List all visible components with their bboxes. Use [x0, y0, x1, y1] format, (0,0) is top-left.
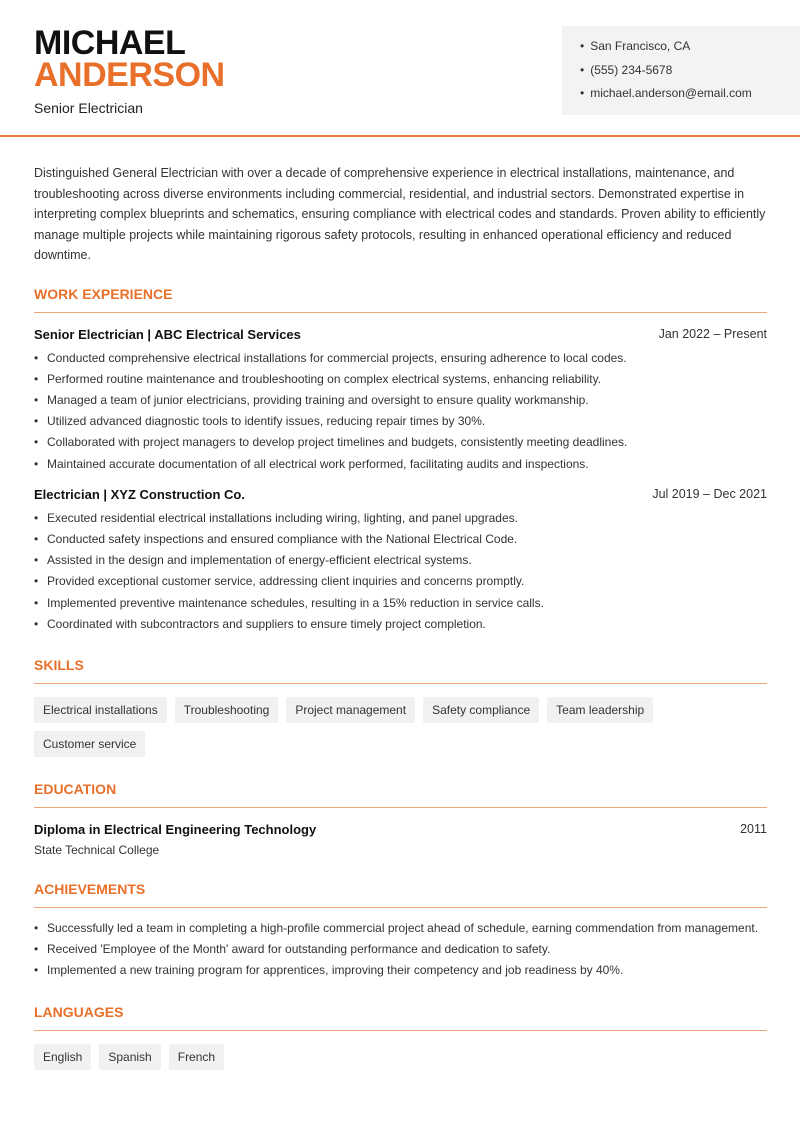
resume-header [0, 0, 800, 137]
bullet-item: • Utilized advanced diagnostic tools to identify issues, reducing repair times by 30%. [34, 411, 767, 432]
achievement-item: • Implemented a new training program for apprentices, improving their competency and job readiness by 40%. [34, 960, 767, 981]
languages-list [34, 1044, 767, 1070]
skill-chip: Customer service [34, 731, 145, 757]
job-dates: Jan 2022 – Present [658, 326, 767, 341]
section-heading-skills: SKILLS [34, 657, 767, 684]
job-title: Electrician | XYZ Construction Co. [34, 486, 245, 502]
section-heading-achievements: ACHIEVEMENTS [34, 881, 767, 908]
skill-chip: Troubleshooting [175, 697, 279, 723]
language-chip: English [34, 1044, 91, 1070]
bullet-item: • Implemented preventive maintenance schedules, resulting in a 15% reduction in service calls. [34, 593, 767, 614]
language-chip: Spanish [99, 1044, 160, 1070]
job-title: Senior Electrician | ABC Electrical Services [34, 326, 301, 342]
bullet-item: • Conducted safety inspections and ensured compliance with the National Electrical Code. [34, 529, 767, 550]
job-header [34, 327, 767, 342]
bullet-item: • Assisted in the design and implementation of energy-efficient electrical systems. [34, 550, 767, 571]
summary: Distinguished General Electrician with over a decade of comprehensive experience in electrical installations, maintenance, and troubleshooting across diverse environments including commercial, residential, and industrial sectors. Demonstrated expertise in interpreting complex blueprints and schematics, ensuring compliance with electrical codes and standards. Proven ability to efficiently manage multiple projects while maintaining rigorous safety protocols, resulting in enhanced operational efficiency and reduced downtime. [34, 166, 766, 262]
bullet-item: • Executed residential electrical installations including wiring, lighting, and panel upgrades. [34, 508, 767, 529]
language-chip: French [169, 1044, 224, 1070]
contact-box [562, 26, 800, 115]
section-heading-work: WORK EXPERIENCE [34, 286, 767, 313]
last-name: ANDERSON [34, 56, 225, 94]
school: State Technical College [34, 842, 160, 857]
bullet-item: • Collaborated with project managers to develop project timelines and budgets, consistently meeting deadlines. [34, 432, 767, 453]
achievement-item: • Received 'Employee of the Month' award for outstanding performance and dedication to safety. [34, 939, 767, 960]
skill-chip: Electrical installations [34, 697, 167, 723]
first-name: MICHAEL [34, 24, 186, 62]
bullet-item: • Provided exceptional customer service, addressing client inquiries and concerns promptly. [34, 571, 767, 592]
bullet-item: • Conducted comprehensive electrical installations for commercial projects, ensuring adherence to local codes. [34, 348, 767, 369]
achievement-item: • Successfully led a team in completing a high-profile commercial project ahead of schedule, earning commendation from management. [34, 918, 767, 939]
skill-chip: Safety compliance [423, 697, 539, 723]
job-bullets [34, 348, 767, 475]
achievements-list [34, 918, 767, 982]
contact-email[interactable]: • michael.anderson@email.com [580, 85, 800, 109]
section-heading-education: EDUCATION [34, 781, 767, 808]
graduation-year: 2011 [740, 821, 767, 836]
job-bullets [34, 508, 767, 635]
degree: Diploma in Electrical Engineering Technology [34, 821, 317, 837]
contact-phone: • (555) 234-5678 [580, 62, 800, 86]
job-title: Senior Electrician [34, 100, 143, 116]
job-header [34, 487, 767, 502]
skills-list [34, 697, 767, 757]
section-heading-languages: LANGUAGES [34, 1004, 767, 1031]
skill-chip: Team leadership [547, 697, 653, 723]
contact-location: • San Francisco, CA [580, 38, 800, 62]
bullet-item: • Managed a team of junior electricians, providing training and oversight to ensure quality workmanship. [34, 390, 767, 411]
education-entry [34, 822, 767, 837]
bullet-item: • Performed routine maintenance and troubleshooting on complex electrical systems, enhancing reliability. [34, 369, 767, 390]
bullet-item: • Coordinated with subcontractors and suppliers to ensure timely project completion. [34, 614, 767, 635]
job-dates: Jul 2019 – Dec 2021 [652, 486, 767, 501]
skill-chip: Project management [286, 697, 415, 723]
bullet-item: • Maintained accurate documentation of all electrical work performed, facilitating audits and inspections. [34, 454, 767, 475]
